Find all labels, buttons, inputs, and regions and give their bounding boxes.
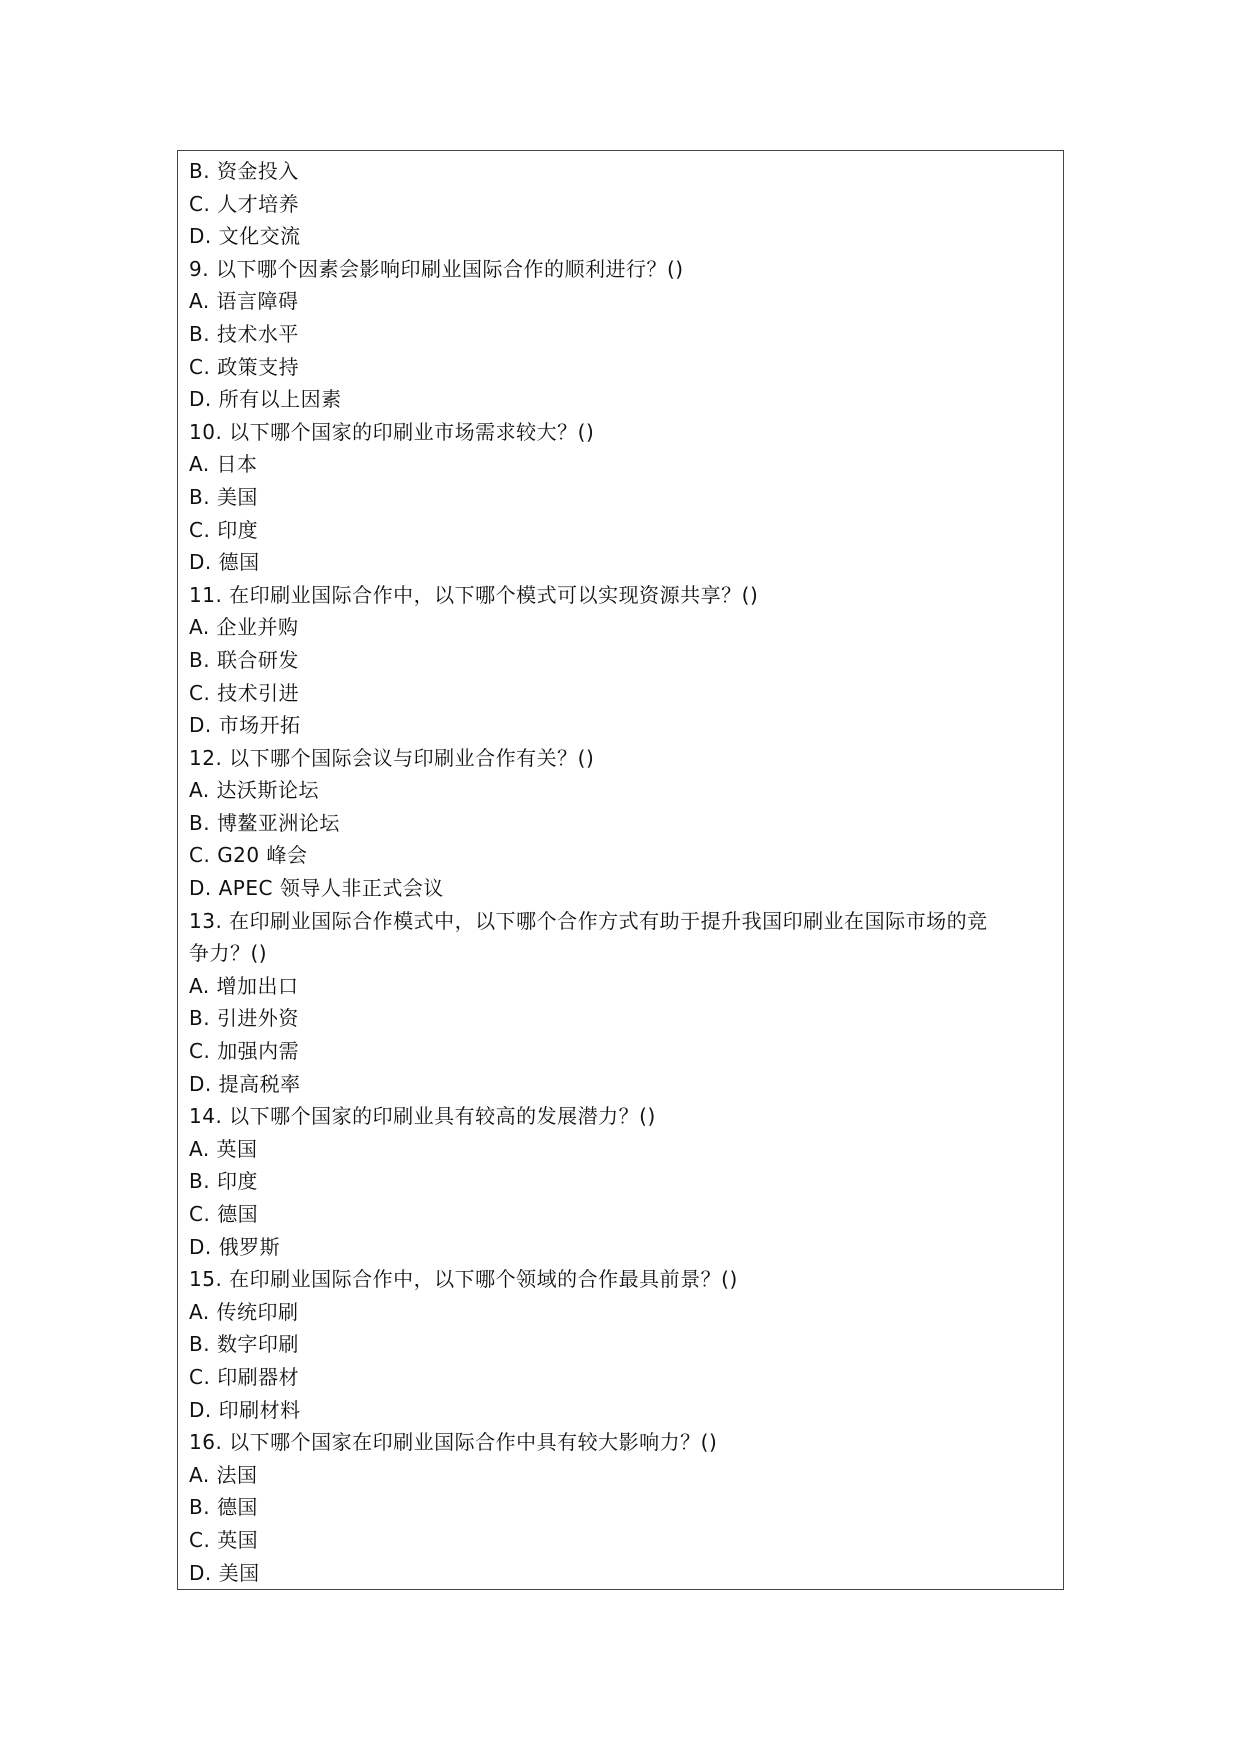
- option-text: 文化交流: [218, 224, 301, 249]
- option-label: D.: [189, 387, 212, 412]
- option-line: [189, 220, 1053, 253]
- option-text: 印刷材料: [218, 1397, 301, 1422]
- option-text: 技术引进: [217, 680, 300, 705]
- option-text: APEC 领导人非正式会议: [218, 876, 444, 901]
- option-label: A.: [189, 1462, 210, 1487]
- option-text: 俄罗斯: [218, 1234, 281, 1259]
- option-line: [189, 970, 1053, 1003]
- option-label: C.: [189, 680, 211, 705]
- option-line: [189, 1165, 1053, 1198]
- option-text: 美国: [216, 484, 258, 509]
- option-label: C.: [189, 1202, 211, 1226]
- question-line: [189, 416, 1053, 449]
- option-line: [189, 1557, 1053, 1590]
- option-text: 增加出口: [216, 973, 299, 998]
- option-line: [189, 1459, 1053, 1492]
- option-text: 资金投入: [216, 159, 299, 183]
- option-line: [189, 611, 1053, 644]
- question-number: 10.: [189, 419, 223, 444]
- option-line: [189, 1394, 1053, 1427]
- option-text: 语言障碍: [216, 289, 299, 314]
- option-text: 技术水平: [216, 321, 299, 346]
- option-text: 企业并购: [216, 615, 299, 640]
- option-text: 市场开拓: [218, 713, 301, 738]
- option-text: 政策支持: [217, 354, 300, 379]
- option-text: 英国: [217, 1527, 259, 1552]
- option-label: B.: [189, 810, 211, 835]
- option-label: C.: [189, 354, 211, 379]
- option-line: [189, 1491, 1053, 1524]
- option-line: [189, 318, 1053, 351]
- option-line: [189, 677, 1053, 710]
- question-line: [189, 1100, 1053, 1133]
- option-label: C.: [189, 1364, 211, 1389]
- option-line: [189, 709, 1053, 742]
- question-number: 11.: [189, 582, 223, 607]
- question-text: 以下哪个国家的印刷业具有较高的发展潜力？(): [229, 1104, 656, 1129]
- question-number: 16.: [189, 1430, 223, 1455]
- option-label: A.: [189, 615, 210, 640]
- question-number: 13.: [189, 908, 223, 933]
- option-text: 加强内需: [217, 1039, 300, 1064]
- question-line: [189, 905, 1053, 938]
- option-label: A.: [189, 1136, 210, 1161]
- option-line: [189, 644, 1053, 677]
- option-label: C.: [189, 517, 211, 542]
- option-line: [189, 514, 1053, 547]
- option-label: C.: [189, 843, 211, 868]
- option-line: [189, 1231, 1053, 1264]
- question-text: 以下哪个国家在印刷业国际合作中具有较大影响力？(): [229, 1430, 718, 1455]
- option-label: B.: [189, 1495, 211, 1520]
- option-text: G20 峰会: [217, 843, 308, 868]
- option-label: B.: [189, 159, 211, 183]
- option-label: C.: [189, 191, 211, 216]
- option-label: D.: [189, 224, 212, 249]
- option-label: D.: [189, 1071, 212, 1096]
- question-line-continuation: [189, 937, 1053, 970]
- option-label: B.: [189, 1332, 211, 1357]
- option-label: D.: [189, 1560, 212, 1585]
- option-line: [189, 1068, 1053, 1101]
- question-line: [189, 579, 1053, 612]
- question-text: 在印刷业国际合作中，以下哪个领域的合作最具前景？(): [229, 1267, 738, 1292]
- option-text: 印刷器材: [217, 1364, 300, 1389]
- option-line: [189, 1361, 1053, 1394]
- option-line: [189, 1328, 1053, 1361]
- option-line: [189, 285, 1053, 318]
- option-text: 德国: [217, 1202, 259, 1226]
- option-label: A.: [189, 1299, 210, 1324]
- option-label: B.: [189, 484, 211, 509]
- option-label: D.: [189, 550, 212, 575]
- option-line: [189, 155, 1053, 188]
- option-text: 达沃斯论坛: [216, 778, 320, 803]
- option-label: A.: [189, 452, 210, 477]
- question-text: 争力？(): [189, 941, 268, 966]
- question-text: 以下哪个因素会影响印刷业国际合作的顺利进行？(): [215, 256, 684, 281]
- option-label: D.: [189, 713, 212, 738]
- option-text: 博鳌亚洲论坛: [216, 810, 340, 835]
- question-line: [189, 1426, 1053, 1459]
- option-text: 英国: [216, 1136, 258, 1161]
- option-text: 数字印刷: [216, 1332, 299, 1357]
- option-line: [189, 1198, 1053, 1231]
- question-text: 以下哪个国家的印刷业市场需求较大？(): [229, 419, 595, 444]
- option-text: 传统印刷: [216, 1299, 299, 1324]
- option-label: A.: [189, 778, 210, 803]
- option-line: [189, 1133, 1053, 1166]
- option-label: B.: [189, 647, 211, 672]
- option-text: 法国: [216, 1462, 258, 1487]
- option-text: 德国: [218, 550, 260, 575]
- option-label: D.: [189, 1397, 212, 1422]
- option-text: 人才培养: [217, 191, 300, 216]
- option-line: [189, 351, 1053, 384]
- question-text: 在印刷业国际合作模式中，以下哪个合作方式有助于提升我国印刷业在国际市场的竞: [229, 908, 988, 933]
- option-label: A.: [189, 289, 210, 314]
- option-text: 所有以上因素: [218, 387, 342, 412]
- option-text: 美国: [218, 1560, 260, 1585]
- option-line: [189, 1296, 1053, 1329]
- option-line: [189, 1035, 1053, 1068]
- option-line: [189, 774, 1053, 807]
- option-text: 引进外资: [216, 1006, 299, 1031]
- option-line: [189, 448, 1053, 481]
- option-text: 提高税率: [218, 1071, 301, 1096]
- option-line: [189, 839, 1053, 872]
- option-label: A.: [189, 973, 210, 998]
- question-text: 以下哪个国际会议与印刷业合作有关？(): [229, 745, 595, 770]
- question-line: [189, 253, 1053, 286]
- option-line: [189, 1524, 1053, 1557]
- option-label: D.: [189, 1234, 212, 1259]
- option-text: 联合研发: [216, 647, 299, 672]
- option-line: [189, 546, 1053, 579]
- option-line: [189, 872, 1053, 905]
- question-number: 12.: [189, 745, 223, 770]
- option-line: [189, 481, 1053, 514]
- question-text: 在印刷业国际合作中，以下哪个模式可以实现资源共享？(): [229, 582, 759, 607]
- question-number: 14.: [189, 1104, 223, 1129]
- question-line: [189, 1263, 1053, 1296]
- option-text: 印度: [216, 1169, 258, 1194]
- option-text: 印度: [217, 517, 259, 542]
- option-line: [189, 1002, 1053, 1035]
- option-line: [189, 383, 1053, 416]
- option-label: B.: [189, 1169, 211, 1194]
- option-text: 德国: [216, 1495, 258, 1520]
- question-table-cell: [177, 150, 1064, 1590]
- option-text: 日本: [216, 452, 258, 477]
- option-line: [189, 188, 1053, 221]
- option-label: B.: [189, 321, 211, 346]
- option-label: B.: [189, 1006, 211, 1031]
- question-number: 15.: [189, 1267, 223, 1292]
- option-line: [189, 807, 1053, 840]
- option-label: C.: [189, 1039, 211, 1064]
- question-line: [189, 742, 1053, 775]
- option-label: D.: [189, 876, 212, 901]
- option-label: C.: [189, 1527, 211, 1552]
- question-number: 9.: [189, 256, 210, 281]
